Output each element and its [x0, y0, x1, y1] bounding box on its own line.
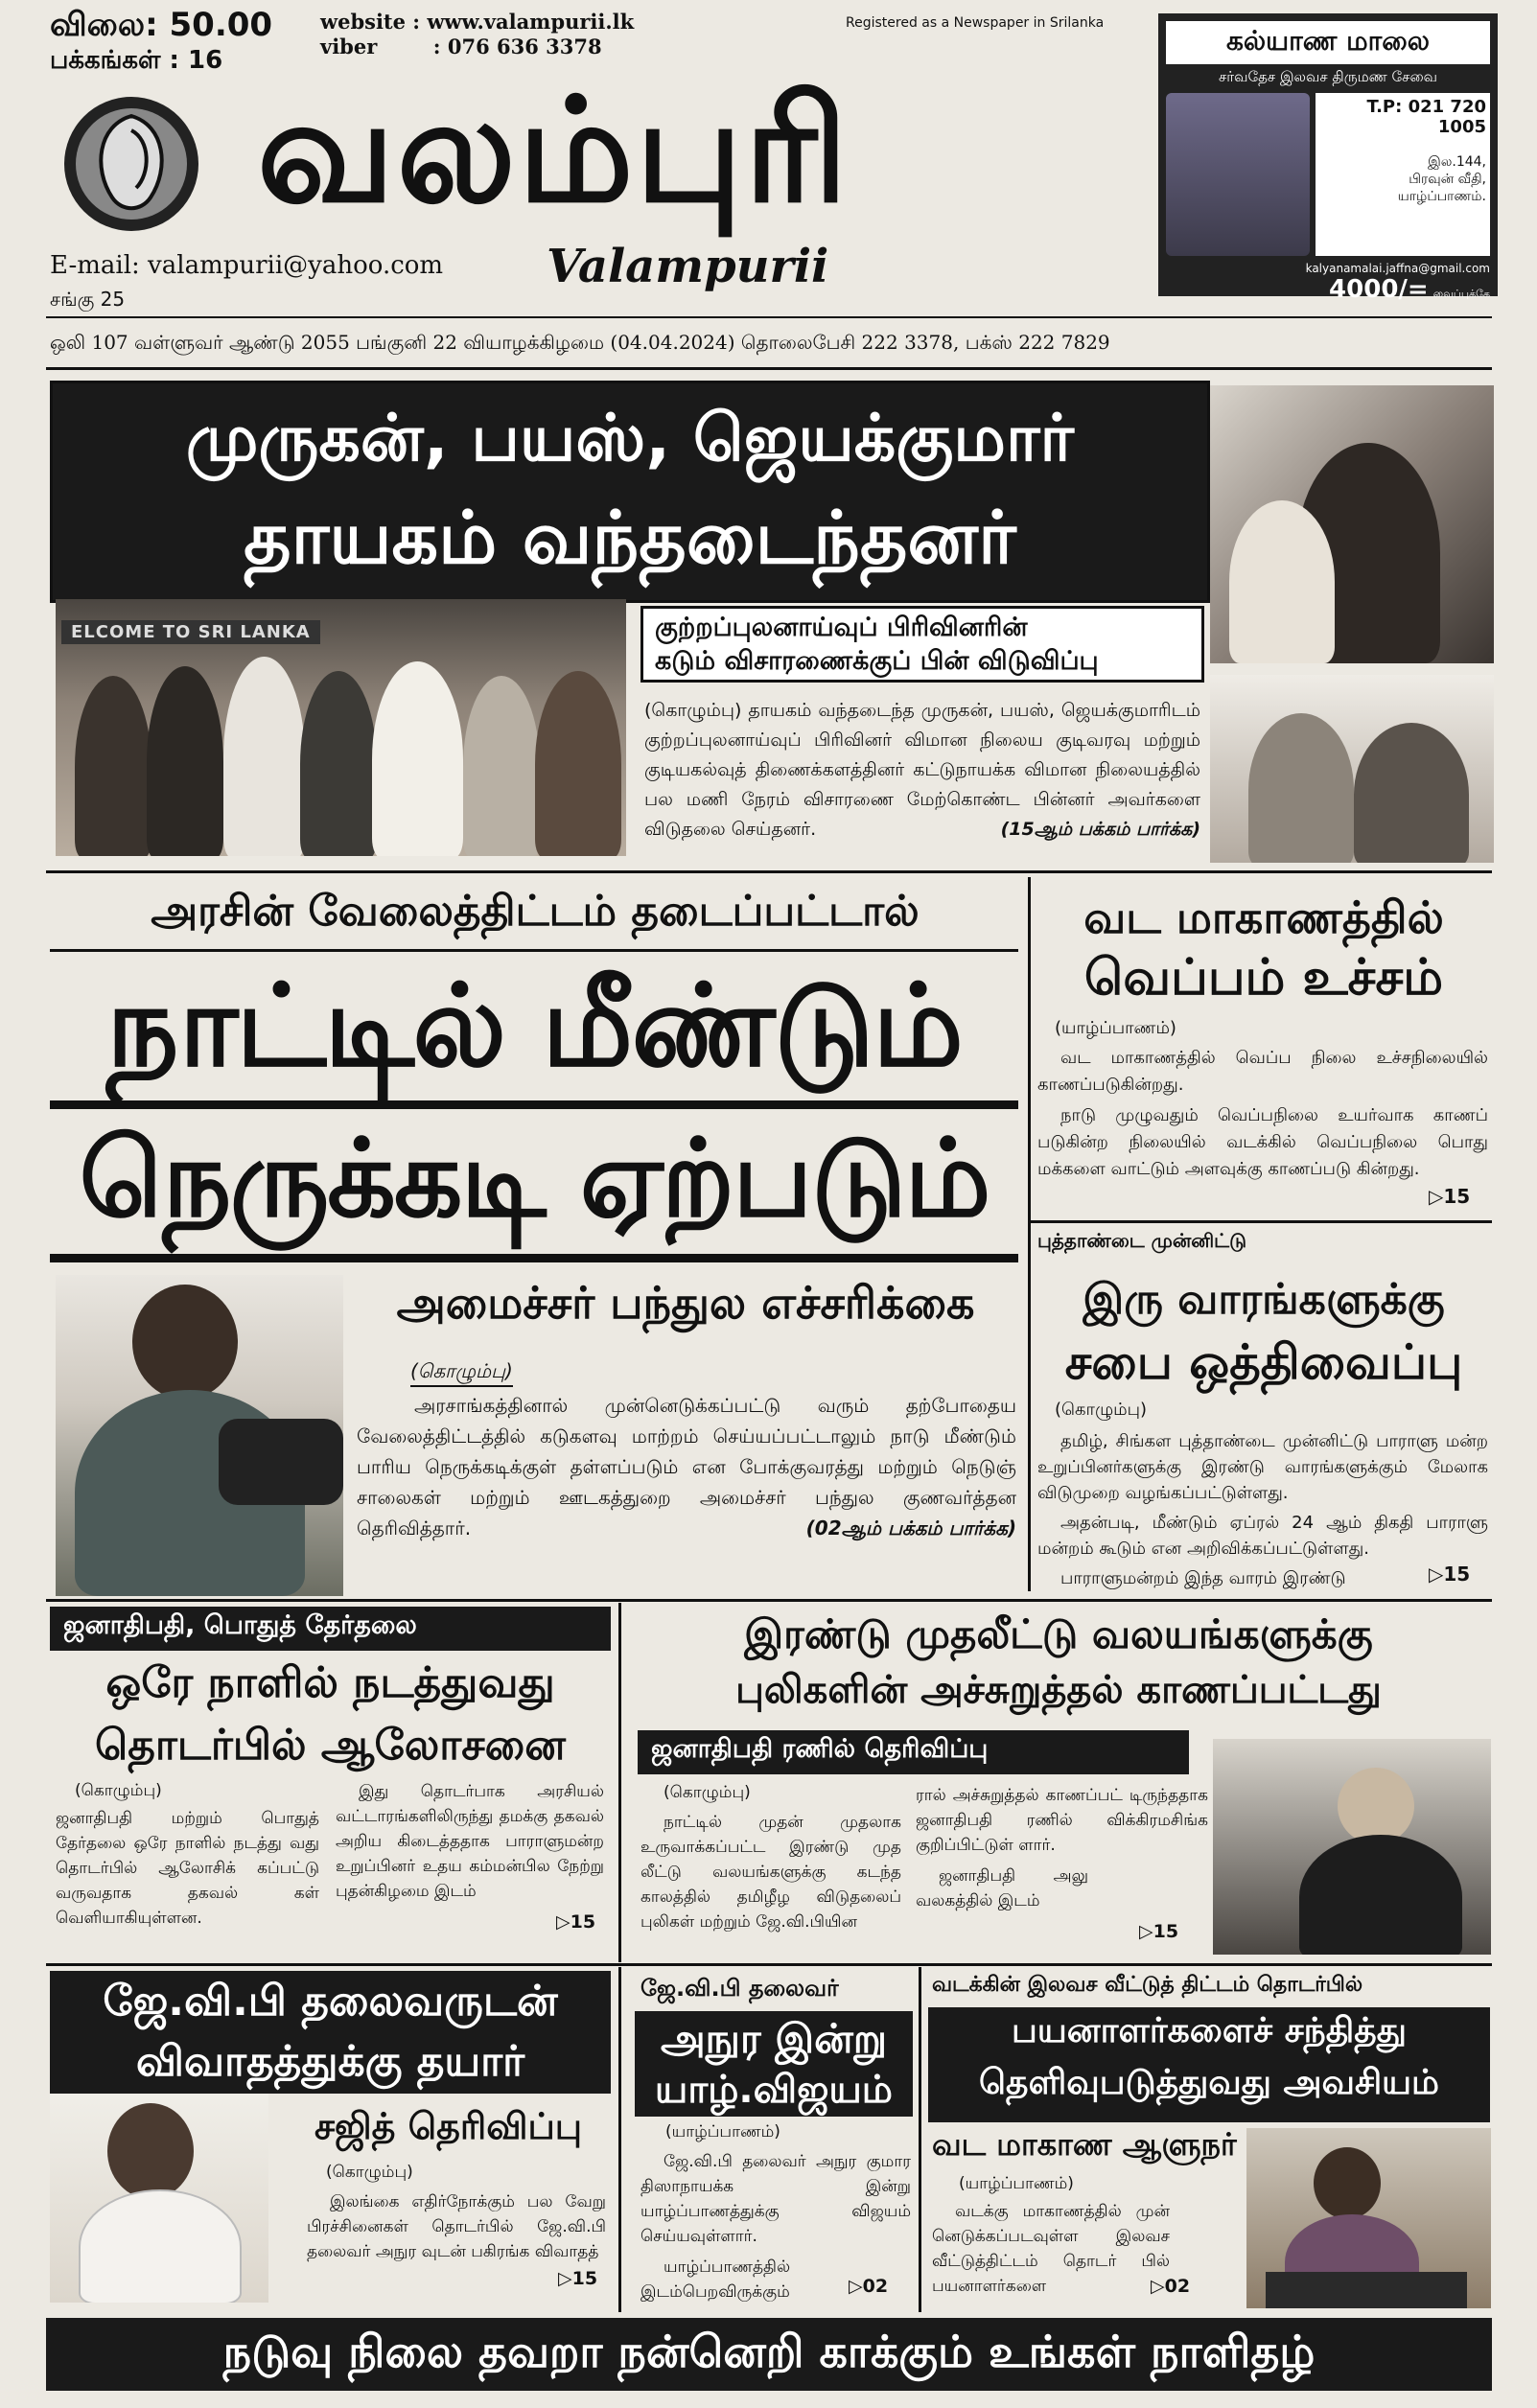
page-count: பக்கங்கள் : 16: [50, 46, 223, 75]
housing-kicker: வடக்கின் இலவச வீட்டுத் திட்டம் தொடர்பில்: [932, 1973, 1363, 1997]
lead-body: [644, 696, 1200, 845]
governor-photo: [1246, 2128, 1491, 2308]
election-headline-1: ஒரே நாளில் நடத்துவது: [105, 1658, 555, 1707]
investment-col2: [916, 1783, 1208, 1913]
ad-deity-image: [1166, 93, 1310, 256]
ad-title: கல்யாண மாலை: [1225, 25, 1431, 57]
sajith-headline-box: [50, 1971, 611, 2094]
website: website : www.valampurii.lk: [320, 10, 635, 34]
dateline: ஒலி 107 வள்ளுவர் ஆண்டு 2055 பங்குனி 22 வியாழக்கிழமை (04.04.2024) தொலைபேசி 222 3378, பக்ஸ் 222 7829: [50, 331, 1110, 354]
email: E-mail: valampurii@yahoo.com: [50, 251, 444, 280]
investment-col2-a: ரால் அச்சுறுத்தல் காணப்பட் டிருந்ததாக ஜனாதிபதி ரணில் விக்கிரமசிங்க குறிப்பிட்டுள் ளார்.: [916, 1786, 1208, 1855]
story2-headline-1: நாட்டில் மீண்டும்: [106, 960, 962, 1092]
housing-subhead: வட மாகாண ஆளுநர்: [932, 2126, 1237, 2163]
elderly-women-photo: [1210, 675, 1494, 863]
anura-continued: ▷02: [849, 2276, 889, 2297]
footer-slogan-bar: [46, 2318, 1492, 2391]
lead-body-text: (கொழும்பு) தாயகம் வந்தடைந்த முருகன், பயஸ், ஜெயக்குமாரிடம் குற்றப்புலனாய்வுப் பிரிவினர் விமான நிலைய குடிவரவு மற்றும் குடியகல்வுத் திணைக்களத்தினர் கட்டுநாயக்க விமான நிலையத்தில் பல மணி நேரம் விசாரணை மேற்கொண்ட பின்னர் அவர்களை விடுதலை செய்தனர்.: [644, 700, 1200, 840]
ad-price-note: வைப்புக்கே: [1432, 288, 1490, 300]
parliament-headline-1: இரு வாரங்களுக்கு: [1083, 1275, 1445, 1324]
election-col1: ஜனாதிபதி மற்றும் பொதுத் தேர்தலை ஒரே நாளில் நடத்து வது தொடர்பில் ஆலோசிக் கப்பட்டு வருவதாக தகவல் கள் வெளியாகியுள்ளன.: [56, 1809, 319, 1928]
parliament-kicker: புத்தாண்டை முன்னிட்டு: [1037, 1229, 1246, 1252]
sajith-subhead: சஜித் தெரிவிப்பு: [314, 2105, 583, 2147]
housing-page: 02: [1164, 2276, 1191, 2297]
housing-headline-box: [928, 2007, 1490, 2122]
parliament-headline-2: சபை ஒத்திவைப்பு: [1064, 1334, 1463, 1390]
story2-body: [357, 1390, 1016, 1543]
sajith-photo: [50, 2094, 268, 2303]
parliament-body-1: தமிழ், சிங்கள புத்தாண்டை முன்னிட்டு பாராளு மன்ற உறுப்பினர்களுக்கு இரண்டு வாரங்களுக்கும் மேலாக விடுமுறை வழங்கப்பட்டுள்ளது.: [1037, 1431, 1488, 1503]
investment-headline-1: இரண்டு முதலீட்டு வலயங்களுக்கு: [744, 1610, 1373, 1657]
anura-headline-1: அநுர இன்று: [661, 2015, 887, 2062]
story2-dateline: (கொழும்பு): [410, 1359, 513, 1387]
ad-subtitle: சர்வதேச இலவச திருமண சேவை: [1218, 68, 1438, 85]
lead-more: (15ஆம் பக்கம் பார்க்க): [1000, 819, 1200, 840]
story2-headline-2: நெருக்கடி ஏற்படும்: [79, 1117, 990, 1241]
story2-more: (02ஆம் பக்கம் பார்க்க): [805, 1517, 1016, 1540]
election-kicker: ஜனாதிபதி, பொதுத் தேர்தலை: [63, 1610, 417, 1640]
masthead-title: வலம்புரி: [257, 68, 850, 235]
investment-dateline: (கொழும்பு): [664, 1783, 751, 1802]
anura-body-2: யாழ்ப்பாணத்தில் இடம்பெறவிருக்கும்: [640, 2258, 791, 2302]
masthead-title-english: Valampurii: [547, 240, 829, 293]
housing-dateline: (யாழ்ப்பாணம்): [959, 2174, 1074, 2193]
ad-email: kalyanamalai.jaffna@gmail.com: [1305, 262, 1490, 275]
embrace-photo: [1210, 385, 1494, 663]
ad-address-line1: இல.144,: [1428, 154, 1486, 170]
heat-page: 15: [1443, 1185, 1471, 1208]
heat-body-1: வட மாகாணத்தில் வெப்ப நிலை உச்சநிலையில் காணப்படுகின்றது.: [1037, 1048, 1488, 1095]
story2-subhead: அமைச்சர் பந்துல எச்சரிக்கை: [396, 1277, 975, 1329]
sajith-headline-2: விவாதத்துக்கு தயார்: [135, 2037, 525, 2086]
investment-col2-b: ஜனாதிபதி அலு வலகத்தில் இடம்: [916, 1866, 1088, 1910]
heat-continued: ▷15: [1429, 1185, 1471, 1208]
viber: viber : 076 636 3378: [320, 35, 602, 58]
election-col2: இது தொடர்பாக அரசியல் வட்டாரங்களிலிருந்து தமக்கு தகவல் அறிய கிடைத்ததாக பாராளுமன்ற உறுப்பினர் உதய கம்மன்பில நேற்று புதன்கிழமை இடம்: [336, 1782, 604, 1901]
housing-headline-2: தெளிவுபடுத்துவது அவசியம்: [978, 2063, 1439, 2102]
investment-headline-2: புலிகளின் அச்சுறுத்தல் காணப்பட்டது: [735, 1668, 1382, 1712]
election-page: 15: [570, 1911, 596, 1933]
airport-group-photo: [56, 599, 626, 856]
sajith-dateline: (கொழும்பு): [326, 2163, 413, 2182]
parliament-body-3: பாராளுமன்றம் இந்த வாரம் இரண்டு: [1060, 1568, 1346, 1588]
sajith-page: 15: [571, 2268, 598, 2289]
anura-dateline: (யாழ்ப்பாணம்): [665, 2122, 780, 2142]
lead-subhead-1: குற்றப்புலனாய்வுப் பிரிவினரின்: [655, 613, 1028, 642]
registered-note: Registered as a Newspaper in Srilanka: [846, 15, 1105, 31]
investment-col1: நாட்டில் முதன் முதலாக உருவாக்கப்பட்ட இரண்டு முத லீட்டு வலயங்களுக்கு கடந்த காலத்தில் தமிழீழ விடுதலைப் புலிகள் மற்றும் ஜே.வி.பியின: [640, 1813, 901, 1932]
anura-headline-box: [635, 2011, 913, 2117]
heat-dateline: (யாழ்ப்பாணம்): [1055, 1018, 1176, 1038]
sajith-continued: ▷15: [558, 2268, 598, 2289]
anura-kicker: ஜே.வி.பி தலைவர்: [640, 1975, 839, 2002]
sajith-headline-1: ஜே.வி.பி தலைவருடன்: [103, 1977, 558, 2026]
investment-continued: ▷15: [1139, 1921, 1179, 1942]
election-headline-2: தொடர்பில் ஆலோசனை: [95, 1721, 566, 1770]
ad-phone: T.P: 021 720 1005: [1366, 97, 1486, 137]
investment-subhead-bar: [638, 1730, 1189, 1774]
parliament-body: [1037, 1428, 1488, 1591]
ranil-photo: [1213, 1739, 1491, 1955]
photo-sign-text: ELCOME TO SRI LANKA: [61, 620, 320, 644]
parliament-body-2: அதன்படி, மீண்டும் ஏப்ரல் 24 ஆம் திகதி பாராளு மன்றம் கூடும் என அறிவிக்கப்பட்டுள்ளது.: [1037, 1513, 1488, 1559]
issue-number: சங்கு 25: [50, 288, 126, 311]
lead-headline-2: தாயகம் வந்தடைந்தனர்: [244, 495, 1016, 580]
lead-subhead-box: [640, 606, 1204, 683]
heat-body-2: நாடு முழுவதும் வெப்பநிலை உயர்வாக காணப் படுகின்ற நிலையில் வடக்கில் வெப்பநிலை பொது மக்களை வாட்டும் அளவுக்கு காணப்படு கின்றது.: [1037, 1105, 1488, 1179]
lead-headline-1: முருகன், பயஸ், ஜெயக்குமார்: [185, 401, 1075, 476]
election-kicker-bar: [50, 1607, 611, 1651]
ad-address-line2: பிரவுன் வீதி,: [1409, 172, 1486, 187]
parliament-continued: ▷15: [1429, 1563, 1471, 1586]
lead-subhead-2: கடும் விசாரணைக்குப் பின் விடுவிப்பு: [655, 646, 1099, 676]
story2-body-text: அரசாங்கத்தினால் முன்னெடுக்கப்பட்டு வரும் தற்போதைய வேலைத்திட்டத்தில் கடுகளவு மாற்றம் செய்யப்பட்டாலும் நாடு மீண்டும் பாரிய நெருக்கடிக்குள் தள்ளப்படும் என போக்குவரத்து மற்றும் நெடுஞ் சாலைகள் மற்றும் ஊடகத்துறை அமைச்சர் பந்துல குணவர்த்தன தெரிவித்தார்.: [357, 1394, 1016, 1540]
price: விலை: 50.00: [50, 6, 273, 44]
heat-headline-2: வெப்பம் உச்சம்: [1083, 949, 1444, 1007]
election-continued: ▷15: [556, 1911, 596, 1933]
sajith-body: இலங்கை எதிர்நோக்கும் பல வேறு பிரச்சினைகள் தொடர்பில் ஜே.வி.பி தலைவர் அநுர வுடன் பகிரங்க விவாதத்: [307, 2192, 606, 2261]
heat-body: [1037, 1045, 1488, 1183]
heat-headline-1: வட மாகாணத்தில்: [1083, 891, 1444, 943]
footer-slogan: நடுவு நிலை தவறா நன்னெறி காக்கும் உங்கள் நாளிதழ்: [222, 2325, 1316, 2377]
matrimony-ad: [1158, 13, 1498, 304]
minister-photo: [56, 1275, 343, 1596]
investment-page: 15: [1153, 1921, 1179, 1942]
housing-headline-1: பயனாளர்களைச் சந்தித்து: [1012, 2011, 1407, 2050]
anura-headline-2: யாழ்.விஜயம்: [655, 2068, 893, 2112]
ad-address-line3: யாழ்ப்பாணம்.: [1397, 189, 1486, 204]
anura-page: 02: [862, 2276, 889, 2297]
election-dateline: (கொழும்பு): [75, 1781, 162, 1800]
housing-continued: ▷02: [1151, 2276, 1191, 2297]
lead-headline-box: [50, 381, 1210, 603]
conch-logo: [59, 92, 203, 236]
parliament-page: 15: [1443, 1563, 1471, 1586]
anura-body-1: ஜே.வி.பி தலைவர் அநுர குமார திஸாநாயக்க இன்று யாழ்ப்பாணத்துக்கு விஜயம் செய்யவுள்ளார்.: [640, 2152, 911, 2246]
story2-kicker: அரசின் வேலைத்திட்டம் தடைப்பட்டால்: [151, 887, 920, 936]
parliament-dateline: (கொழும்பு): [1055, 1400, 1148, 1420]
investment-subhead: ஜனாதிபதி ரணில் தெரிவிப்பு: [651, 1734, 989, 1764]
housing-body: வடக்கு மாகாணத்தில் முன் னெடுக்கப்படவுள்ள இலவச வீட்டுத்திட்டம் தொடர் பில் பயனாளர்களை: [932, 2202, 1170, 2296]
ad-price: 4000/=: [1329, 275, 1429, 304]
